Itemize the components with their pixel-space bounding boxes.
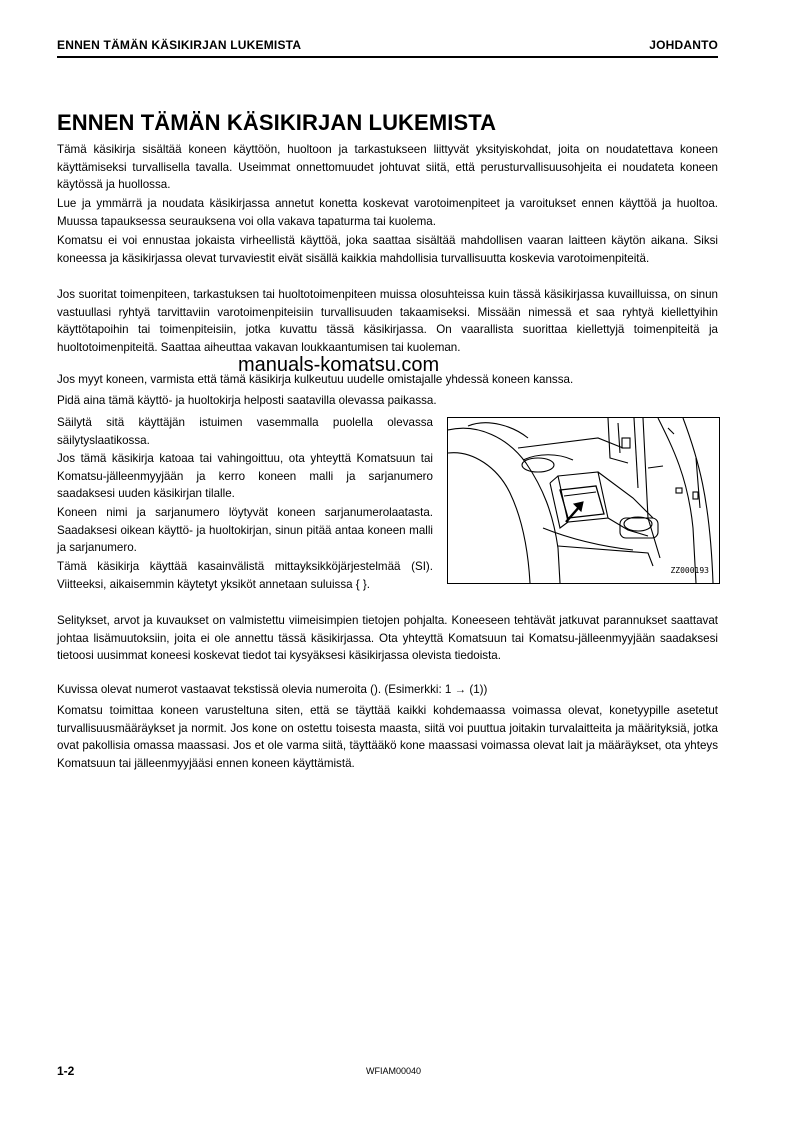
paragraph-storage-box: Säilytä sitä käyttäjän istuimen vasemmalla puolella olevassa säilytyslaatikossa. [57,416,433,447]
paragraph-other-conditions: Jos suoritat toimenpiteen, tarkastuksen tai huoltotoimenpiteen muissa olosuhteissa kuin tässä käsikirjassa kuvailluissa, on sinun vastuullasi ryhtyä tarvittaviin varotoimenpiteisiin turvallisuuden takaamiseksi. Missään nimessä et saa ryhtyä kiellettyihin käyttötapoihin tai toimenpiteisiin, jotka kuvattu tässä käsikirjassa. On vaarallista suorittaa kiellettyjä toimenpiteitä ja huoltotoimenpiteitä. Saattaa aiheuttaa vakavan loukkaantumisen tai kuoleman. [57,288,718,354]
paragraph-komatsu-cannot-predict: Komatsu ei voi ennustaa jokaista virheellistä käyttöä, joka saattaa sisältää mahdollisen vaaran laitteen käytön aikana. Siksi koneessa ja käsikirjassa olevat turvaviestit eivät sisällä kaikkia mahdollisia turvallisuutta koskevia varotoimenpiteitä. [57,234,718,265]
figure-code: ZZ000193 [670,566,709,575]
paragraph-lost-manual: Jos tämä käsikirja katoaa tai vahingoittuu, ota yhteyttä Komatsuun tai Komatsu-jälleenmyyjään ja kerro koneen malli ja sarjanumero saadaksesi uuden käsikirjan tilalle. [57,452,433,500]
page-number: 1-2 [57,1064,75,1078]
paragraph-serial-plate: Koneen nimi ja sarjanumero löytyvät koneen sarjanumerolaatasta. Saadaksesi oikean käyttö- ja huoltokirjan, sinun pitää antaa koneen malli ja sarjanumero. [57,506,433,554]
running-header [57,38,718,56]
paragraph-si-units: Tämä käsikirja käyttää kasainvälistä mittayksikköjärjestelmää (SI). Viitteeksi, aikaisemmin käytetyt yksiköt annetaan suluissa { }. [57,560,433,591]
storage-box-figure [447,417,720,584]
paragraph-latest-info: Selitykset, arvot ja kuvaukset on valmistettu viimeisimpien tietojen pohjalta. Koneeseen tehtävät jatkuvat parannukset saattavat johtaa lisämuutoksiin, joita ei ole annettu tässä käsikirjassa. Ota yhteyttä Komatsuun tai Komatsu-jälleenmyyjään saadaksesi tietoosi uusimmat koneesi koskevat tiedot tai kysyäksesi käsikirjassa olevista tiedoista. [57,614,718,662]
paragraph-figure-numbers: Kuvissa olevat numerot vastaavat tekstissä olevia numeroita (). (Esimerkki: 1 → (1)) [57,683,488,696]
document-code: WFIAM00040 [366,1066,422,1076]
watermark-text: manuals-komatsu.com [238,354,440,376]
paragraph-selling-machine: Jos myyt koneen, varmista että tämä käsikirja kulkeutuu uudelle omistajalle yhdessä koneen kanssa. [57,373,574,386]
header-section-title: ENNEN TÄMÄN KÄSIKIRJAN LUKEMISTA [57,38,302,52]
page-title: ENNEN TÄMÄN KÄSIKIRJAN LUKEMISTA [57,110,497,135]
header-chapter-title: JOHDANTO [649,38,718,52]
storage-box-illustration [448,418,719,583]
paragraph-keep-manual: Pidä aina tämä käyttö- ja huoltokirja helposti saatavilla olevassa paikassa. [57,394,437,407]
paragraph-regulations: Komatsu toimittaa koneen varusteltuna siten, että se täyttää kaikki kohdemaassa voimassa olevat, konetyypille asetetut turvallisuusmääräykset ja normit. Jos kone on ostettu toisesta maasta, siitä voi puuttua joitakin turvalaitteita ja määrityksiä, jotka ovat pakollisia omassa maassasi. Jos et ole varma siitä, täyttääkö kone maassasi voimassa olevat lait ja määräykset, ota yhteys Komatsuun tai jälleenmyyjääsi ennen koneen käyttämistä. [57,704,718,770]
paragraph-intro: Tämä käsikirja sisältää koneen käyttöön, huoltoon ja tarkastukseen liittyvät yksityiskohdat, joita on noudatettava koneen käyttämiseksi turvallisella tavalla. Useimmat onnettomuudet johtuvat siitä, että perusturvallisuusohjeita ei noudateta koneen käytössä ja huollossa. [57,143,718,191]
header-divider [57,56,718,58]
paragraph-read-precautions: Lue ja ymmärrä ja noudata käsikirjassa annetut konetta koskevat varotoimenpiteet ja varoitukset ennen käyttöä ja huoltoa. Muussa tapauksessa seurauksena voi olla vakava tapaturma tai kuolema. [57,197,718,228]
